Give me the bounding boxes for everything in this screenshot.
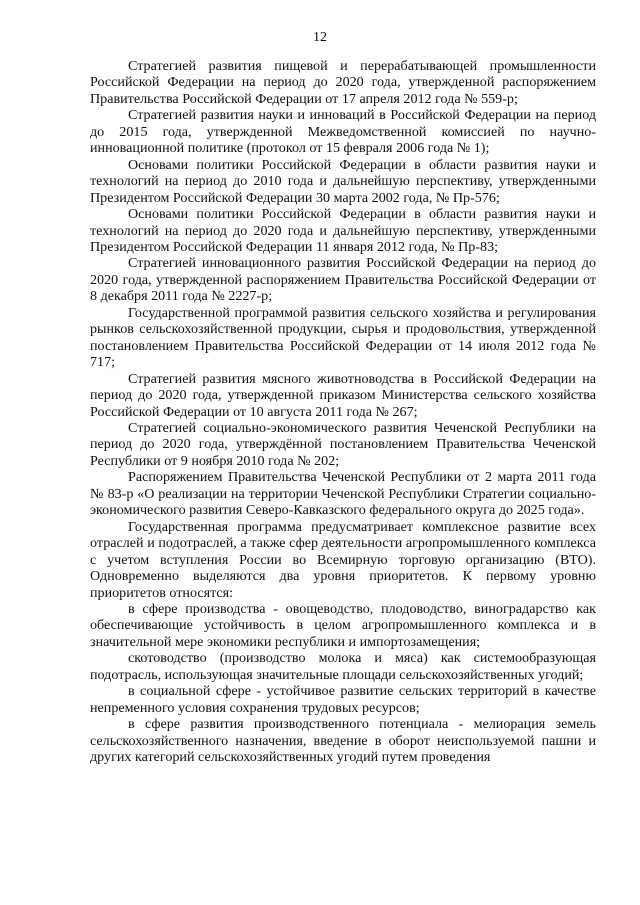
paragraph-social-sphere: в социальной сфере - устойчивое развитие сельских территорий в качестве непременного условия сохранения трудовых ресурсов; (90, 683, 596, 716)
body-text (90, 58, 596, 765)
paragraph-production-potential: в сфере развития производственного потенциала - мелиорация земель сельскохозяйственного назначения, введение в оборот неиспользуемой пашни и других категорий сельскохозяйственных угодий путем проведения (90, 716, 596, 766)
paragraph-science-innovation-strategy: Стратегией развития науки и инноваций в Российской Федерации на период до 2015 года, утвержденной Межведомственной комиссией по научно-инновационной политике (протокол от 15 февраля 2006 года № 1); (90, 107, 596, 157)
paragraph-production-priority: в сфере производства - овощеводство, плодоводство, виноградарство как обеспечивающие устойчивость в целом агропромышленного комплекса и в значительной мере экономики республики и импортозамещения; (90, 600, 596, 650)
paragraph-chechen-government-order: Распоряжением Правительства Чеченской Республики от 2 марта 2011 года № 83-р «О реализации на территории Чеченской Республики Стратегии социально-экономического развития Северо-Кавказского федерального округа до 2025 года». (90, 469, 596, 519)
paragraph-program-priorities: Государственная программа предусматривает комплексное развитие всех отраслей и подотраслей, а также сфер деятельности агропромышленного комплекса с учетом вступления России во Всемирную торговую организацию (ВТО). Одновременно выделяются два уровня приоритетов. К первому уровню приоритетов относятся: (90, 518, 596, 601)
paragraph-chechen-development-strategy: Стратегией социально-экономического развития Чеченской Республики на период до 2020 года, утверждённой постановлением Правительства Чеченской Республики от 9 ноября 2010 года № 202; (90, 419, 596, 469)
paragraph-science-policy-2010: Основами политики Российской Федерации в области развития науки и технологий на период до 2010 года и дальнейшую перспективу, утвержденными Президентом Российской Федерации 30 марта 2002 года, № Пр-576; (90, 156, 596, 206)
paragraph-meat-livestock-strategy: Стратегией развития мясного животноводства в Российской Федерации на период до 2020 года, утвержденной приказом Министерства сельского хозяйства Российской Федерации от 10 августа 2011 года № 267; (90, 370, 596, 420)
paragraph-innovation-strategy: Стратегией инновационного развития Российской Федерации на период до 2020 года, утвержденной распоряжением Правительства Российской Федерации от 8 декабря 2011 года № 2227-р; (90, 255, 596, 305)
paragraph-agriculture-program: Государственной программой развития сельского хозяйства и регулирования рынков сельскохозяйственной продукции, сырья и продовольствия, утвержденной постановлением Правительства Российской Федерации от 14 июля 2012 года № 717; (90, 304, 596, 371)
paragraph-science-policy-2020: Основами политики Российской Федерации в области развития науки и технологий на период до 2020 года и дальнейшую перспективу, утвержденными Президентом Российской Федерации 11 января 2012 года, № Пр-83; (90, 206, 596, 255)
paragraph-food-industry-strategy: Стратегией развития пищевой и перерабатывающей промышленности Российской Федерации на период до 2020 года, утвержденной распоряжением Правительства Российской Федерации от 17 апреля 2012 года № 559-р; (90, 58, 596, 107)
paragraph-cattle-breeding: скотоводство (производство молока и мяса) как системообразующая подотрасль, использующая значительные площади сельскохозяйственных угодий; (90, 650, 596, 683)
page-number: 12 (313, 30, 327, 45)
